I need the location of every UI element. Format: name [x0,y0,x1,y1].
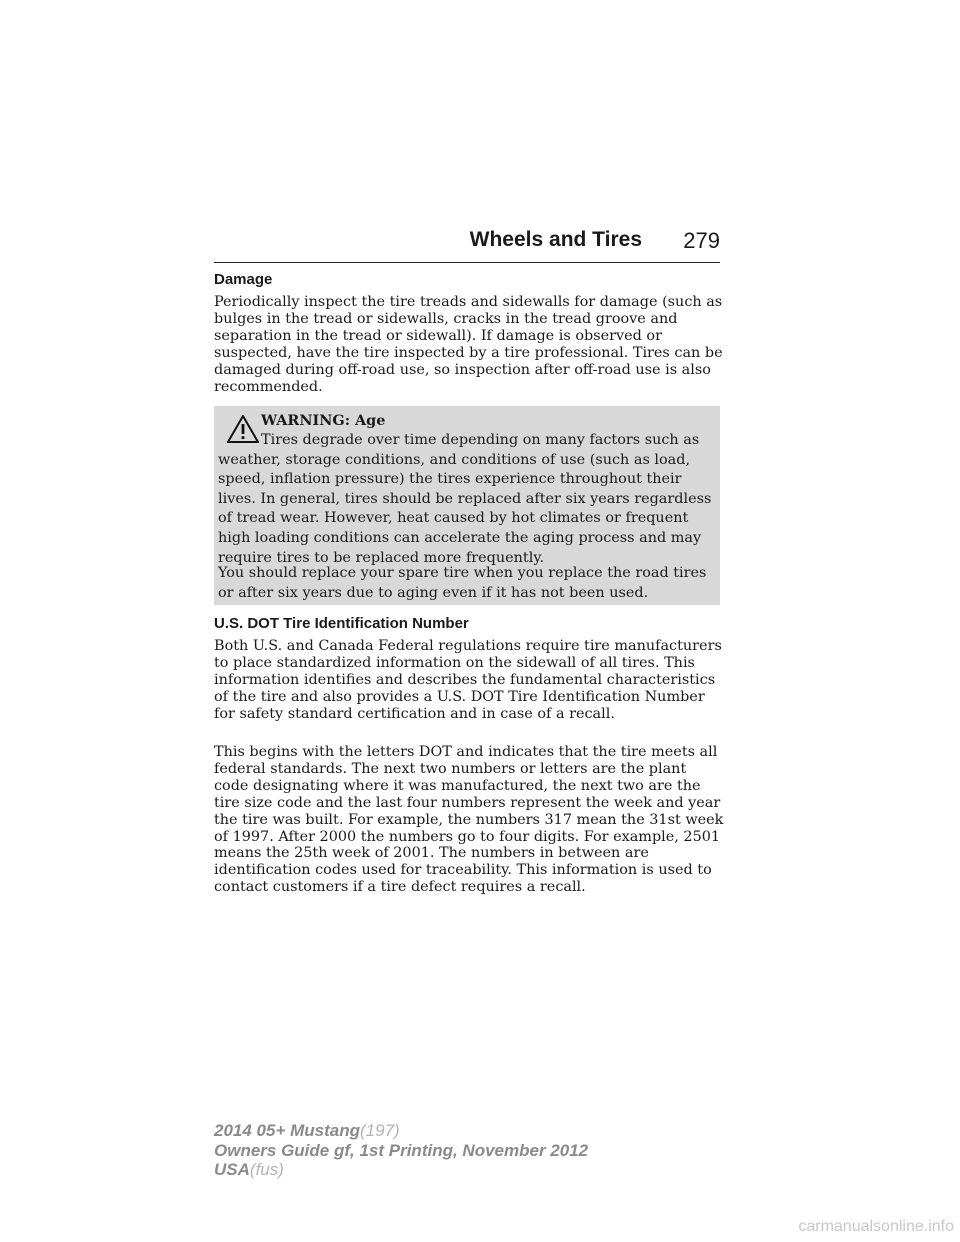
warning-box [214,406,720,605]
section-title: Wheels and Tires [469,228,642,251]
footer-printing: Owners Guide gf, 1st Printing, November 2012 [214,1140,589,1160]
footer-market: USA [214,1160,250,1179]
dot-paragraph-1: Both U.S. and Canada Federal regulations require tire manufacturers to place standardized information on the sidewall of all tires. This information identifies and describes the fundamental characteristics of the tire and also provides a U.S. DOT Tire Identification Number for safety standard certification and in case of a recall. [214,638,722,722]
print-footer [214,1121,588,1180]
warning-title: WARNING: Age [261,412,386,429]
dot-heading: U.S. DOT Tire Identification Number [214,615,469,632]
footer-market-code: (fus) [249,1160,284,1179]
warning-text-spare: You should replace your spare tire when you replace the road tires or after six years due to aging even if it has not been used. [218,565,707,601]
page-header [214,228,720,263]
footer-model-code: (197) [360,1121,400,1140]
damage-paragraph: Periodically inspect the tire treads and sidewalls for damage (such as bulges in the tread or sidewalls, cracks in the tread groove and separation in the tread or sidewall). If damage is observed or suspected, have the tire inspected by a tire professional. Tires can be damaged during off-road use, so inspection after off-road use is also recommended. [214,294,723,395]
dot-paragraph-2: This begins with the letters DOT and indicates that the tire meets all federal standards. The next two numbers or letters are the plant code designating where it was manufactured, the next two are the tire size code and the last four numbers represent the week and year the tire was built. For example, the numbers 317 mean the 31st week of 1997. After 2000 the numbers go to four digits. For example, 2501 means the 25th week of 2001. The numbers in between are identification codes used for traceability. This information is used to contact customers if a tire defect requires a recall. [214,744,724,896]
watermark: carmanualsonline.info [798,1218,954,1235]
damage-heading: Damage [214,271,273,288]
warning-text: Tires degrade over time depending on many factors such as weather, storage conditions, and conditions of use (such as load, speed, inflation pressure) the tires experience throughout their lives. In general, tires should be replaced after six years regardless of tread wear. However, heat caused by hot climates or frequent high loading conditions can accelerate the aging process and may require tires to be replaced more frequently. [218,432,712,566]
footer-model: 2014 05+ Mustang [214,1121,360,1140]
page-number: 279 [683,228,720,253]
